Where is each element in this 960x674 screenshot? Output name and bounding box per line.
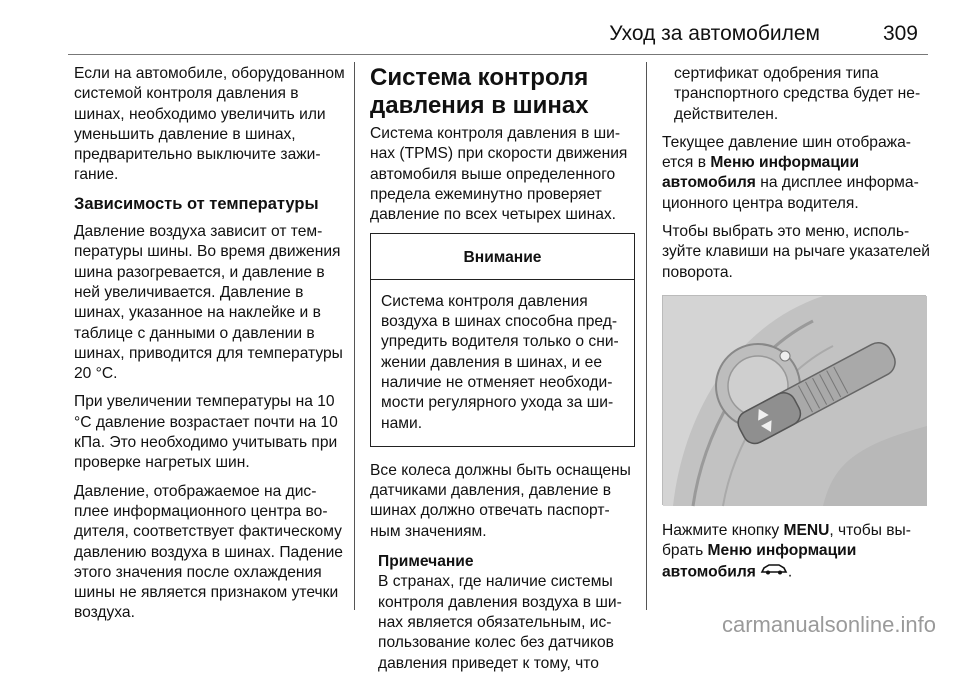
watermark: carmanualsonline.info: [721, 612, 936, 637]
turn-signal-stalk-illustration: [662, 295, 926, 505]
text-fragment: Нажмите кнопку: [662, 521, 784, 539]
text-fragment: на дисплее информационного центра водителя.: [662, 174, 919, 212]
section-heading-tpms: Система контроля давления в шинах: [370, 64, 589, 119]
paragraph-temperature-increase: При увеличении температуры на 10 °C давление возрастает почти на 10 кПа. Это необходимо учитывать при проверке нагретых шин.: [74, 393, 338, 472]
note-title: Примечание: [378, 553, 474, 571]
header-divider: [68, 54, 928, 55]
paragraph-current-pressure: [662, 133, 934, 214]
column-left: [74, 64, 346, 632]
menu-name-vehicle-info: Меню информации автомобиля: [662, 154, 860, 192]
column-divider-left: [354, 62, 355, 610]
paragraph-press-menu: [662, 521, 934, 582]
column-divider-right: [646, 62, 647, 610]
caution-box: [370, 233, 635, 446]
paragraph-display-pressure: Давление, отображаемое на дисплее информационного центра водителя, соответствует фактическому давлению воздуха в шинах. Падение этого значения после охлаждения шины не является признаком утечки воздуха.: [74, 482, 343, 622]
caution-text: Система контроля давления воздуха в шинах способна предупредить водителя только о снижении давления в шинах, и ее наличие не отменяет необходимости регулярного ухода за шинами.: [381, 292, 619, 432]
column-middle: [370, 64, 635, 674]
paragraph-tpms-intro: Система контроля давления в шинах (TPMS) при скорости движения автомобиля выше определенного предела ежеминутно проверяет давление по всех четырех шинах.: [370, 125, 628, 224]
car-icon: [760, 562, 788, 582]
paragraph-sensors: Все колеса должны быть оснащены датчиками давления, давление в шинах должно отвечать паспортным значениям.: [370, 461, 631, 540]
text-fragment: Текущее давление шин отображается в: [662, 133, 911, 172]
stalk-illustration-svg: [663, 296, 927, 506]
note-continuation: сертификат одобрения типа транспортного средства будет недействителен.: [674, 65, 921, 123]
menu-name-vehicle-info: Меню информации автомобиля: [662, 542, 857, 580]
text-fragment: .: [787, 562, 793, 580]
menu-button-label: MENU: [783, 521, 830, 539]
page-number: 309: [882, 22, 918, 45]
paragraph-select-menu: Чтобы выбрать это меню, используйте клавиши на рычаге указателей поворота.: [662, 223, 930, 281]
note-text: В странах, где наличие системы контроля давления воздуха в шинах является обязательным, использование колес без датчиков давления приведет к тому, что: [378, 573, 622, 672]
page-title: Уход за автомобилем: [609, 22, 820, 45]
column-right: [662, 64, 934, 590]
caution-title: Внимание: [371, 234, 634, 279]
paragraph-temperature: Давление воздуха зависит от температуры шины. Во время движения шина разогревается, и давление в ней увеличивается. Давление в шинах, указанное на наклейке и в таблице с данными о давлении в шинах, приводится для температуры 20 °C.: [74, 223, 343, 383]
paragraph-tpms-ignition: Если на автомобиле, оборудованном системой контроля давления в шинах, необходимо увеличить или уменьшить давление в шинах, предварительно выключите зажигание.: [74, 65, 345, 184]
heading-temperature: Зависимость от температуры: [74, 194, 319, 213]
note-block: [370, 552, 635, 674]
text-fragment: , чтобы выбрать: [662, 521, 911, 560]
page-header: [68, 12, 928, 48]
